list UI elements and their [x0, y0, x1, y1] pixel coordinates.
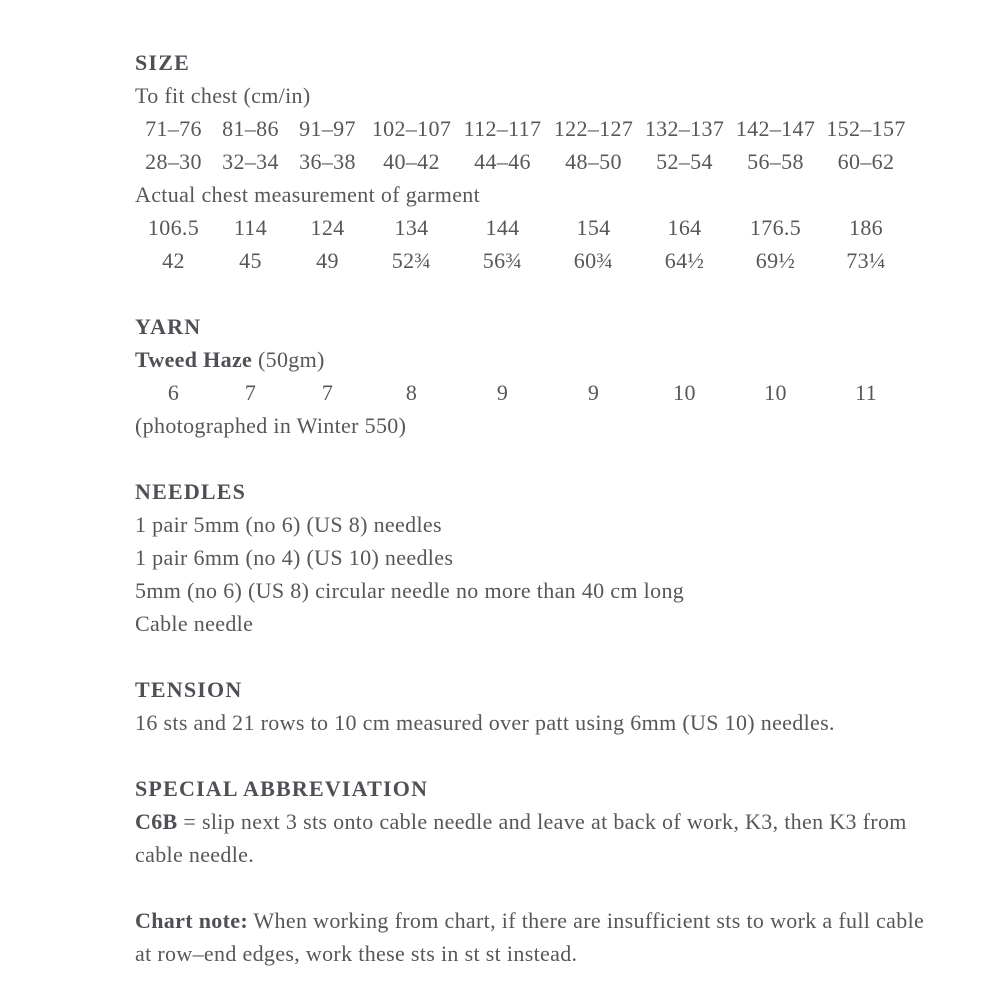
fit-cm-value: 71–76 [145, 116, 202, 141]
actual-in-value: 52¾ [391, 248, 432, 273]
fit-cm-row [135, 112, 911, 145]
fit-in-value: 44–46 [474, 149, 531, 174]
actual-in-value: 56¾ [482, 248, 523, 273]
needles-line: 1 pair 5mm (no 6) (US 8) needles [135, 512, 442, 537]
actual-in-row [135, 244, 911, 277]
special-abbreviation-definition [135, 805, 925, 871]
actual-cm-value: 164 [667, 215, 702, 240]
actual-in-value: 60¾ [573, 248, 614, 273]
needles-line: 1 pair 6mm (no 4) (US 10) needles [135, 545, 454, 570]
actual-in-value: 42 [162, 248, 185, 273]
needles-section [135, 475, 925, 640]
yarn-balls-value: 8 [405, 380, 418, 405]
fit-cm-value: 122–127 [553, 116, 634, 141]
fit-in-value: 40–42 [383, 149, 440, 174]
actual-cm-value: 134 [394, 215, 429, 240]
special-abbreviation-section [135, 772, 925, 871]
fit-cm-value: 91–97 [299, 116, 356, 141]
fit-cm-value: 142–147 [735, 116, 816, 141]
fit-chest-label: To fit chest (cm/in) [135, 83, 311, 108]
yarn-balls-value: 10 [673, 380, 696, 405]
actual-chest-label: Actual chest measurement of garment [135, 182, 481, 207]
yarn-quantity-table [135, 376, 911, 409]
abbreviation-definition-text: = slip next 3 sts onto cable needle and leave at back of work, K3, then K3 from cable needle. [135, 809, 907, 867]
fit-in-value: 36–38 [299, 149, 356, 174]
chart-note-label: Chart note: [135, 908, 248, 933]
actual-cm-value: 124 [310, 215, 345, 240]
fit-cm-value: 152–157 [826, 116, 906, 141]
actual-cm-value: 144 [485, 215, 520, 240]
yarn-balls-row [135, 376, 911, 409]
actual-cm-value: 114 [233, 215, 268, 240]
yarn-photographed-note: (photographed in Winter 550) [135, 413, 407, 438]
actual-cm-value: 176.5 [749, 215, 802, 240]
fit-in-value: 32–34 [222, 149, 279, 174]
fit-size-table [135, 112, 911, 178]
size-heading: SIZE [135, 50, 190, 75]
actual-cm-value: 186 [849, 215, 883, 240]
actual-in-value: 64½ [664, 248, 705, 273]
tension-section [135, 673, 925, 739]
actual-in-value: 73¼ [846, 248, 886, 273]
needles-heading: NEEDLES [135, 479, 247, 504]
chart-note-text: When working from chart, if there are insufficient sts to work a full cable at row–end edges, work these sts in st st instead. [135, 908, 925, 966]
actual-cm-value: 154 [576, 215, 611, 240]
tension-heading: TENSION [135, 677, 243, 702]
fit-in-value: 28–30 [145, 149, 202, 174]
abbreviation-term: C6B [135, 809, 178, 834]
yarn-heading: YARN [135, 314, 202, 339]
chart-note-section [135, 904, 925, 970]
actual-cm-value: 106.5 [147, 215, 200, 240]
actual-cm-row [135, 211, 911, 244]
actual-size-table [135, 211, 911, 277]
actual-in-value: 45 [239, 248, 262, 273]
fit-cm-value: 102–107 [371, 116, 452, 141]
special-abbreviation-heading: SPECIAL ABBREVIATION [135, 776, 429, 801]
chart-note [135, 904, 925, 970]
fit-in-value: 48–50 [565, 149, 622, 174]
fit-in-value: 52–54 [656, 149, 713, 174]
fit-in-value: 60–62 [837, 149, 895, 174]
yarn-balls-value: 7 [244, 380, 257, 405]
fit-in-row [135, 145, 911, 178]
needles-line: Cable needle [135, 611, 254, 636]
fit-in-value: 56–58 [747, 149, 804, 174]
yarn-balls-value: 10 [764, 380, 787, 405]
fit-cm-value: 81–86 [222, 116, 279, 141]
yarn-balls-value: 6 [167, 380, 180, 405]
yarn-name: Tweed Haze [135, 347, 253, 372]
yarn-balls-value: 11 [855, 380, 877, 405]
tension-text: 16 sts and 21 rows to 10 cm measured over patt using 6mm (US 10) needles. [135, 710, 835, 735]
yarn-weight: (50gm) [252, 347, 325, 372]
size-section [135, 46, 925, 277]
yarn-balls-value: 7 [321, 380, 334, 405]
needles-line: 5mm (no 6) (US 8) circular needle no more than 40 cm long [135, 578, 685, 603]
actual-in-value: 49 [316, 248, 339, 273]
fit-cm-value: 132–137 [644, 116, 725, 141]
yarn-name-line [135, 343, 925, 376]
actual-in-value: 69½ [755, 248, 796, 273]
yarn-balls-value: 9 [496, 380, 509, 405]
fit-cm-value: 112–117 [463, 116, 542, 141]
yarn-section [135, 310, 925, 442]
yarn-balls-value: 9 [587, 380, 600, 405]
